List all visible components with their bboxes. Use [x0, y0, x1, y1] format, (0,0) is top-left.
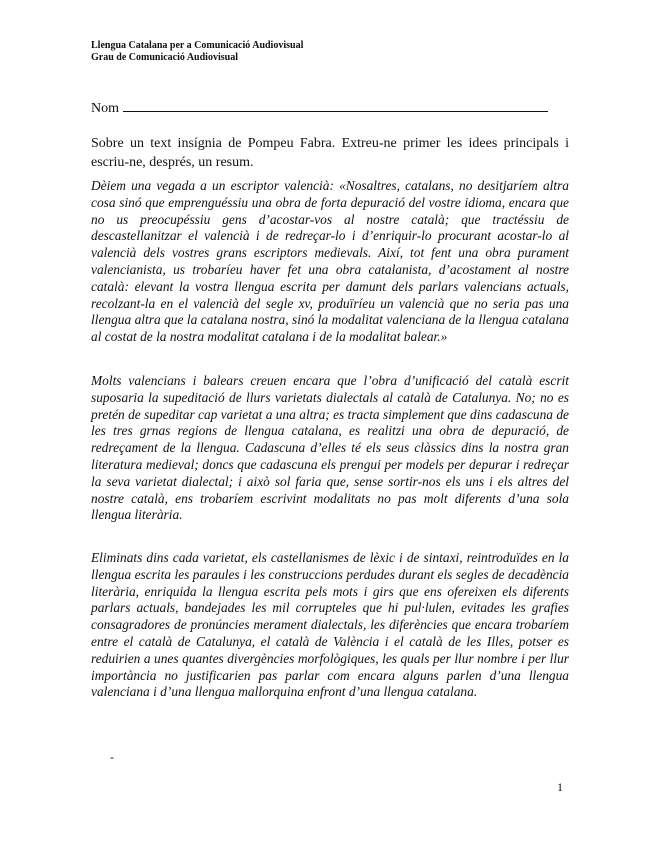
- name-label: Nom: [91, 101, 119, 116]
- name-field: [91, 98, 561, 118]
- document-header: [91, 40, 303, 64]
- degree-title: Grau de Comunicació Audiovisual: [91, 52, 238, 63]
- quoted-paragraph-1: Dèiem una vegada a un escriptor valencià: «Nosaltres, catalans, no desitjaríem altra cosa sinó que emprenguéssiu una obra de forta depuració del vostre idioma, encara que no us preocupéssiu gens d’acostar-vos al nostre català; que tractéssiu de descastellanitzar el valencià i de redreçar-lo i d’enriquir-lo procurant acostar-lo al valencià dels vostres grans escriptors medievals. Així, tot fent una obra purament valencianista, us trobaríeu haver fet una obra catalanista, d’acostament al nostre català: elevant la vostra llengua escrita per damunt dels parlars valencians actuals, recolzant-la en el valencià del segle xv, produïríeu un valencià que no seria pas una llengua altra que la catalana nostra, sinó la modalitat valenciana de la llengua catalana al costat de la nostra modalitat catalana i de la modalitat balear.»: [91, 178, 569, 345]
- course-title: Llengua Catalana per a Comunicació Audiovisual: [91, 40, 304, 51]
- quoted-paragraph-2: Molts valencians i balears creuen encara que l’obra d’unificació del català escrit suposaria la supeditació de llurs varietats dialectals al català de Catalunya. No; no es pretén de supeditar cap varietat a una altra; es tracta simplement que dins cadascuna de les tres grnas regions de llengua catalana, es realitzi una obra de depuració, de redreçament de la llengua. Cadascuna d’elles té els seus clàssics dins la nostra gran literatura medieval; doncs que cadascuna els prengui per models per depurar i redreçar la seva varietat dialectal; i això sol faria que, sense sortir-nos els uns i els altres del nostre català, ens trobaríem escrivint modalitats no pas molt diferents d’una sola llengua literària.: [91, 373, 569, 523]
- name-blank-line: [123, 98, 548, 112]
- exercise-instructions: Sobre un text insígnia de Pompeu Fabra. Extreu-ne primer les idees principals i escriu-ne, després, un resum.: [91, 136, 569, 170]
- page-number: 1: [557, 780, 563, 794]
- stray-mark: -: [110, 750, 114, 764]
- quoted-paragraph-3: Eliminats dins cada varietat, els castellanismes de lèxic i de sintaxi, reintroduïdes en la llengua escrita les paraules i les construccions perdudes durant els segles de decadència literària, enriquida la llengua escrita pels mots i girs que ens ofereixen els diferents parlars actuals, bandejades les mil corrupteles que hi pul·lulen, evitades les grafies consagradores de pronúncies merament dialectals, les diferències que encara trobaríem entre el català de Catalunya, el català de València i el català de les Illes, potser es reduirien a unes quantes divergències morfològiques, les quals per llur nombre i per llur importància no justificarien pas parlar com encara alguns parlen d’una llengua valenciana i d’una llengua mallorquina enfront d’una llengua catalana.: [91, 550, 569, 700]
